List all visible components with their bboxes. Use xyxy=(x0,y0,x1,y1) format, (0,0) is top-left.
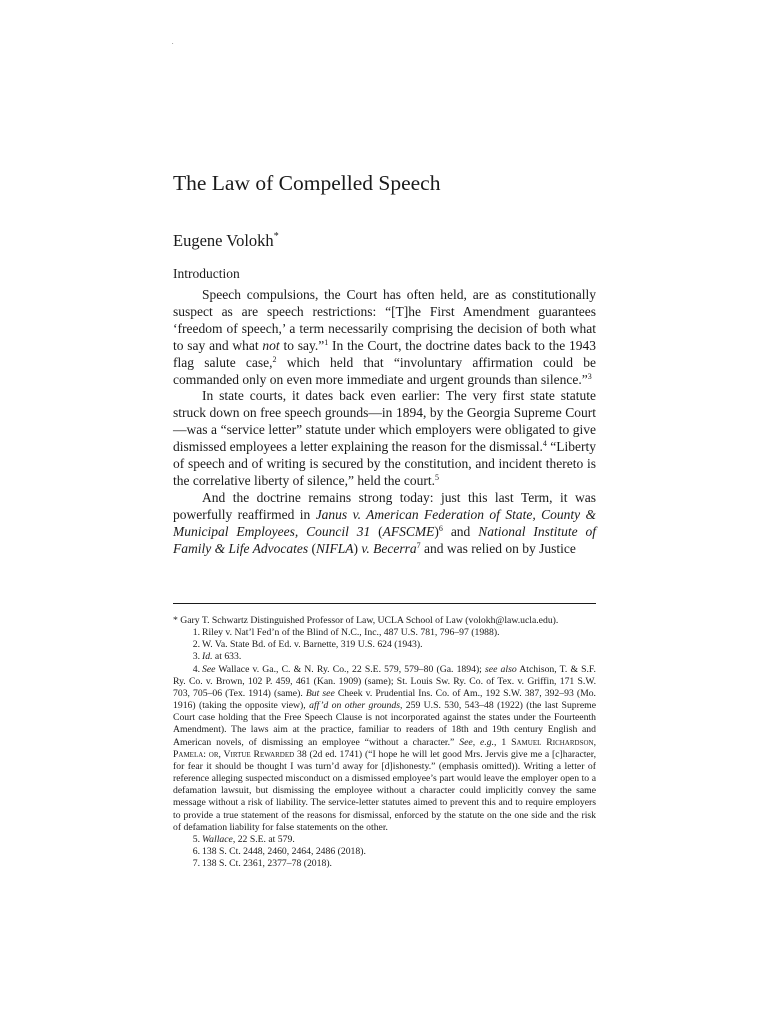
footnote-2: 2. W. Va. State Bd. of Ed. v. Barnette, 319 U.S. 624 (1943). xyxy=(192,639,423,651)
body-text xyxy=(173,287,596,558)
author-line xyxy=(173,231,279,251)
footnote-1: 1. Riley v. Nat’l Fed’n of the Blind of N.C., Inc., 487 U.S. 781, 796–97 (1988). xyxy=(192,627,500,639)
footnote-4: 4. See Wallace v. Ga., C. & N. Ry. Co., 22 S.E. 579, 579–80 (Ga. 1894); see also Atchison, T. & S.F. Ry. Co. v. Brown, 102 P. 459, 461 (Kan. 1909) (same); St. Louis Sw. Ry. Co. of Tex. v. Griffin, 171 S.W. 703, 705–06 (Tex. 1914) (same). But see Cheek v. Prudential Ins. Co. of Am., 192 S.W. 387, 392–93 (Mo. 1916) (taking the opposite view), aff’d on other grounds, 259 U.S. 530, 543–48 (1922) (the last Supreme Court case holding that the Free Speech Clause is not incorporated against the states under the Fourteenth Amendment). The laws aim at the practice, familiar to readers of 18th and 19th century English and American novels, of dismissing an employee “without a character.” See, e.g., 1 Samuel Richardson, Pamela: or, Virtue Rewarded 38 (2d ed. 1741) (“I hope he will let good Mrs. Jervis give me a [c]haracter, for fear it should be thought I was turn’d away for [d]ishonesty.” (emphasis omitted)). Writing a letter of reference alleging suspected misconduct on a dismissed employee’s part would leave the employer open to a defamation lawsuit, but dismissing the employee without a character could implicitly convey the same message without a risk of liability. The service-letter statutes aimed to prevent this and to require employers to provide a true statement of the reasons for dismissal, enforced by the statute on the one side and the risk of defamation liability for false statements on the other. xyxy=(173,663,596,833)
corner-mark: . xyxy=(172,40,174,46)
paragraph-3: And the doctrine remains strong today: just this last Term, it was powerfully reaffirmed in Janus v. American Federation of State, County & Municipal Employees, Council 31 (AFSCME)$^6$ and National Institute of Family & Life Advocates (NIFLA) v. Becerra$^7$ and was relied on by Justice xyxy=(173,489,597,556)
author-name: Eugene Volokh xyxy=(173,231,274,250)
footnote-ref: 6 xyxy=(438,523,443,533)
footnote-author: * Gary T. Schwartz Distinguished Professor of Law, UCLA School of Law (volokh@law.ucla.edu). xyxy=(173,615,559,626)
footnote-ref: 4 xyxy=(542,439,547,449)
author-footnote-mark: * xyxy=(273,231,279,242)
paragraph-1: Speech compulsions, the Court has often held, are as constitutionally suspect as are speech restrictions: “[T]he First Amendment guarantees ‘freedom of speech,’ a term necessarily comprising the decision of both what to say and what not to say.”$^1$ In the Court, the doctrine dates back to the 1943 flag salute case,$^2$ which held that “involuntary affirmation could be commanded only on even more immediate and urgent grounds than silence.”$^3$ xyxy=(173,287,596,387)
section-heading: Introduction xyxy=(173,266,240,281)
footnote-5: 5. Wallace, 22 S.E. at 579. xyxy=(192,833,295,845)
article-title: The Law of Compelled Speech xyxy=(173,171,441,195)
footnote-ref: 1 xyxy=(324,337,329,347)
footnote-7: 7. 138 S. Ct. 2361, 2377–78 (2018). xyxy=(192,858,332,870)
paragraph-2: In state courts, it dates back even earlier: The very first state statute struck down on free speech grounds—in 1894, by the Georgia Supreme Court—was a “service letter” statute under which employers were obligated to give dismissed employees a letter explaining the reason for the dismissal.$^4$ “Liberty of speech and of writing is secured by the constitution, and incident thereto is the correlative liberty of silence,” held the court.$^5$ xyxy=(173,388,596,488)
footnotes xyxy=(173,615,596,870)
footnote-ref: 5 xyxy=(435,472,440,482)
footnote-ref: 3 xyxy=(587,371,592,381)
footnote-6: 6. 138 S. Ct. 2448, 2460, 2464, 2486 (2018). xyxy=(192,845,366,857)
footnote-ref: 7 xyxy=(416,540,421,550)
footnote-ref: 2 xyxy=(272,354,277,364)
footnote-divider xyxy=(173,603,596,604)
footnote-3: 3. Id. at 633. xyxy=(192,651,242,663)
